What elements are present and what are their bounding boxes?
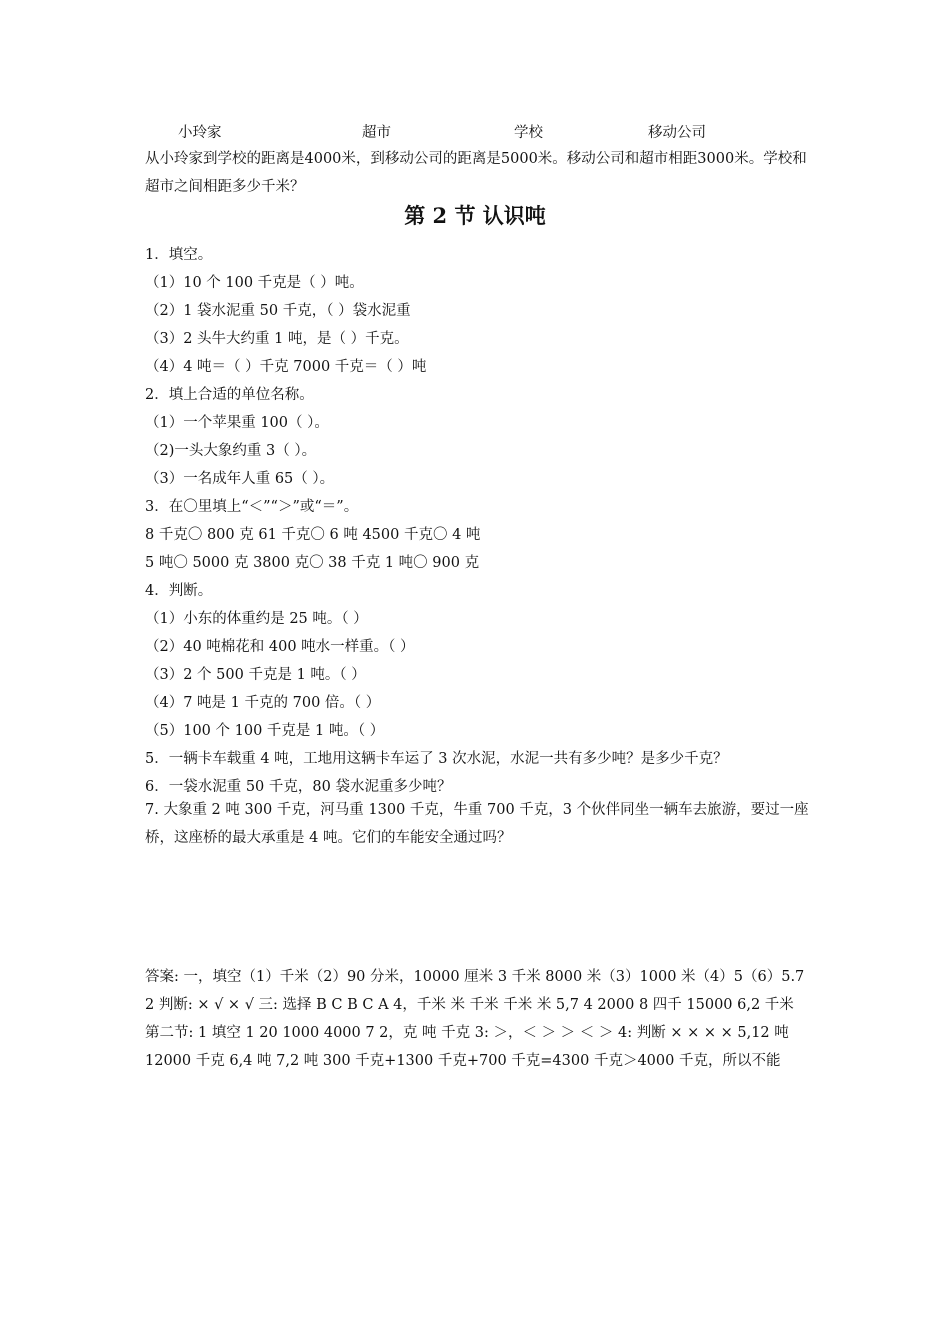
- question-line: （2）1 袋水泥重 50 千克，（ ）袋水泥重: [145, 303, 411, 319]
- question-line: （1）小东的体重约是 25 吨。（ ）: [145, 611, 368, 627]
- place-labels: [0, 121, 950, 145]
- question-line: 5 吨〇 5000 克 3800 克〇 38 千克 1 吨〇 900 克: [145, 555, 480, 571]
- question-line: 6．一袋水泥重 50 千克，80 袋水泥重多少吨？: [145, 779, 452, 795]
- question-line: （3）2 头牛大约重 1 吨，是（ ）千克。: [145, 331, 409, 347]
- question-line: （1）一个苹果重 100（ ）。: [145, 415, 329, 431]
- intro-paragraph: 从小玲家到学校的距离是4000米，到移动公司的距离是5000米。移动公司和超市相距3000米。学校和超市之间相距多少千米？: [145, 151, 807, 195]
- question-line: 8 千克〇 800 克 61 千克〇 6 吨 4500 千克〇 4 吨: [145, 527, 481, 543]
- section-title: 第 2 节 认识吨: [404, 203, 546, 228]
- question-line: （3）一名成年人重 65（ ）。: [145, 471, 335, 487]
- place-label-mobile-company: 移动公司: [648, 125, 706, 141]
- question-line: （5）100 个 100 千克是 1 吨。（ ）: [145, 723, 385, 739]
- answer-paragraph: 答案: 一，填空（1）千米（2）90 分米，10000 厘米 3 千米 8000 米（3）1000 米（4）5（6）5.7 2 判断: × √ × √ 三: 选择 B C B C A 4，千米 米 千米 千米 米 5,7 4 2000 8 四千 15000 6,2 千米 第二节: 1 填空 1 20 1000 4000 7 2，克 吨 千克 3: ＞，＜ ＞ ＞ ＜ ＞ 4: 判断 × × × × 5,12 吨 12000 千克 6,4 吨 7,2 吨 300 千克+1300 千克+700 千克=4300 千克＞4000 千克，所以不能: [145, 969, 805, 1069]
- question-line: 4．判断。: [145, 583, 213, 599]
- question-line: （3）2 个 500 千克是 1 吨。（ ）: [145, 667, 366, 683]
- question-line: （2）40 吨棉花和 400 吨水一样重。（ ）: [145, 639, 415, 655]
- question-line: （4）7 吨是 1 千克的 700 倍。（ ）: [145, 695, 381, 711]
- question-line: （2)一头大象约重 3（ ）。: [145, 443, 317, 459]
- question-line: 5．一辆卡车载重 4 吨，工地用这辆卡车运了 3 次水泥，水泥一共有多少吨？是多少千克？: [145, 751, 728, 767]
- place-label-supermarket: 超市: [362, 125, 391, 141]
- place-label-home: 小玲家: [178, 125, 222, 141]
- question-line: 2．填上合适的单位名称。: [145, 387, 314, 403]
- question-line: （1）10 个 100 千克是（ ）吨。: [145, 275, 364, 291]
- question-line: 3．在〇里填上“＜”“＞”或“＝”。: [145, 499, 359, 515]
- question-line: （4）4 吨＝（ ）千克 7000 千克＝（ ）吨: [145, 359, 427, 375]
- question-7-paragraph: 7. 大象重 2 吨 300 千克，河马重 1300 千克，牛重 700 千克，3 个伙伴同坐一辆车去旅游，要过一座桥，这座桥的最大承重是 4 吨。它们的车能安全通过吗？: [145, 802, 809, 846]
- place-label-school: 学校: [514, 125, 543, 141]
- question-line: 1．填空。: [145, 247, 213, 263]
